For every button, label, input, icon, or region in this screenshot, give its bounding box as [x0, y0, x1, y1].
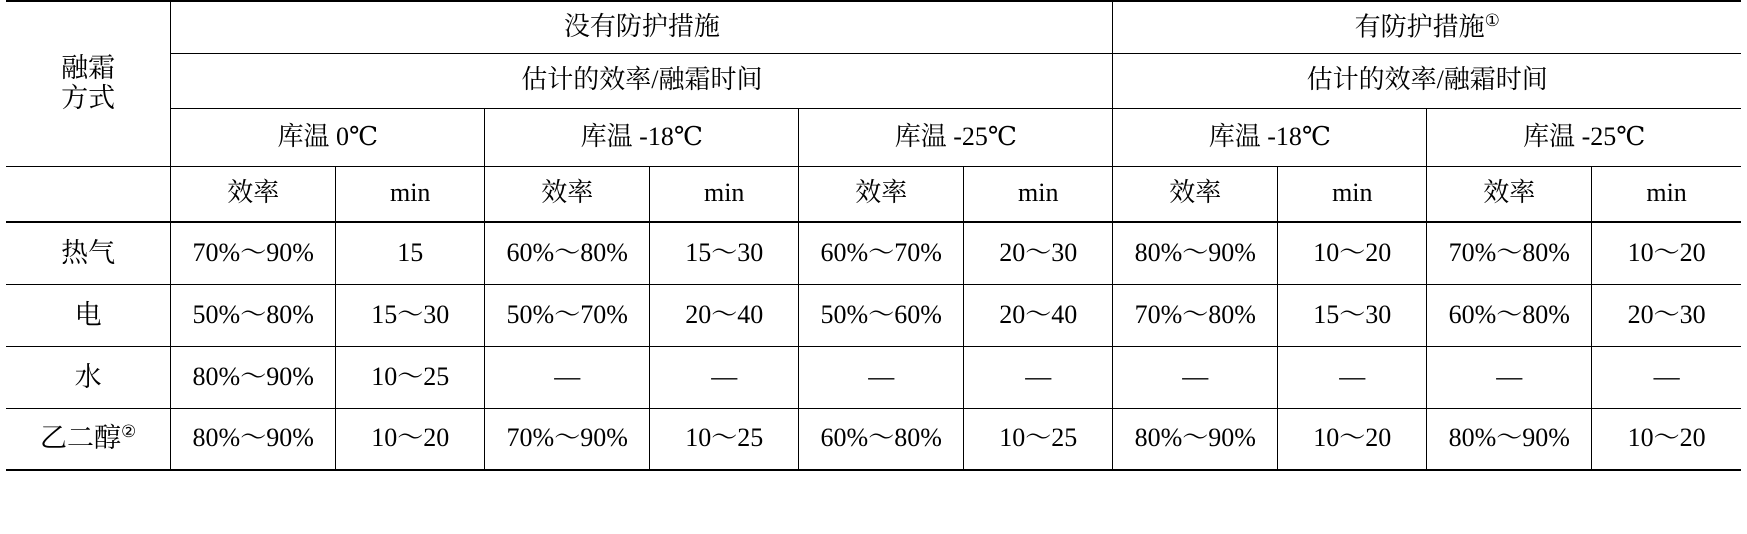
temp-header-1: 库温 -18℃ — [485, 108, 799, 166]
cell-1-0: 50%～80% — [171, 284, 336, 346]
row-label-1-text: 电 — [74, 299, 102, 330]
cell-3-4: 60%～80% — [799, 408, 964, 470]
row-header-method-line-2: 方式 — [61, 82, 116, 113]
group-header-protected-label: 有防护措施 — [1354, 12, 1485, 42]
cell-0-1: 15 — [336, 222, 485, 284]
row-label-2-text: 水 — [74, 361, 102, 392]
metric-header-3: min — [650, 166, 799, 222]
header-row-metrics — [6, 166, 1741, 222]
metric-header-1: min — [336, 166, 485, 222]
cell-3-9: 10～20 — [1592, 408, 1741, 470]
temp-header-0: 库温 0℃ — [171, 108, 485, 166]
cell-3-7: 10～20 — [1278, 408, 1427, 470]
cell-3-5: 10～25 — [964, 408, 1113, 470]
row-label-0 — [6, 222, 171, 284]
row-label-2 — [6, 346, 171, 408]
group-header-unprotected — [171, 1, 1113, 53]
metric-header-0: 效率 — [171, 166, 336, 222]
cell-2-5: — — [964, 346, 1113, 408]
metric-header-5: min — [964, 166, 1113, 222]
row-label-3-text: 乙二醇 — [40, 423, 122, 454]
cell-2-2: — — [485, 346, 650, 408]
group-header-unprotected-label: 没有防护措施 — [563, 11, 720, 41]
cell-0-6: 80%～90% — [1113, 222, 1278, 284]
table-row — [6, 408, 1741, 470]
cell-1-4: 50%～60% — [799, 284, 964, 346]
cell-1-3: 20～40 — [650, 284, 799, 346]
metric-header-corner — [6, 166, 171, 222]
group-header-protected — [1113, 1, 1741, 53]
cell-3-6: 80%～90% — [1113, 408, 1278, 470]
cell-1-8: 60%～80% — [1427, 284, 1592, 346]
cell-0-2: 60%～80% — [485, 222, 650, 284]
row-header-method-line-1: 融霜 — [61, 53, 116, 84]
cell-1-9: 20～30 — [1592, 284, 1741, 346]
header-row-temperatures — [6, 108, 1741, 166]
subheader-unprotected: 估计的效率/融霜时间 — [171, 53, 1113, 108]
group-header-protected-note: ① — [1484, 11, 1500, 31]
cell-2-0: 80%～90% — [171, 346, 336, 408]
cell-0-5: 20～30 — [964, 222, 1113, 284]
temp-header-3: 库温 -18℃ — [1113, 108, 1427, 166]
cell-2-9: — — [1592, 346, 1741, 408]
table-row — [6, 346, 1741, 408]
cell-3-3: 10～25 — [650, 408, 799, 470]
subheader-protected: 估计的效率/融霜时间 — [1113, 53, 1741, 108]
cell-2-7: — — [1278, 346, 1427, 408]
cell-2-4: — — [799, 346, 964, 408]
metric-header-2: 效率 — [485, 166, 650, 222]
cell-2-8: — — [1427, 346, 1592, 408]
cell-2-6: — — [1113, 346, 1278, 408]
temp-header-4: 库温 -25℃ — [1427, 108, 1741, 166]
cell-3-1: 10～20 — [336, 408, 485, 470]
metric-header-8: 效率 — [1427, 166, 1592, 222]
row-label-3 — [6, 408, 171, 470]
cell-3-8: 80%～90% — [1427, 408, 1592, 470]
cell-0-8: 70%～80% — [1427, 222, 1592, 284]
metric-header-4: 效率 — [799, 166, 964, 222]
cell-2-3: — — [650, 346, 799, 408]
row-label-1 — [6, 284, 171, 346]
cell-1-5: 20～40 — [964, 284, 1113, 346]
temp-header-2: 库温 -25℃ — [799, 108, 1113, 166]
cell-0-7: 10～20 — [1278, 222, 1427, 284]
header-row-groups — [6, 1, 1741, 53]
header-row-subheader — [6, 53, 1741, 108]
cell-0-9: 10～20 — [1592, 222, 1741, 284]
cell-0-3: 15～30 — [650, 222, 799, 284]
cell-1-2: 50%～70% — [485, 284, 650, 346]
cell-3-0: 80%～90% — [171, 408, 336, 470]
metric-header-6: 效率 — [1113, 166, 1278, 222]
cell-2-1: 10～25 — [336, 346, 485, 408]
table-row — [6, 222, 1741, 284]
row-header-method — [6, 1, 171, 166]
row-label-0-text: 热气 — [61, 237, 116, 268]
defrost-comparison-table — [6, 0, 1741, 471]
metric-header-7: min — [1278, 166, 1427, 222]
cell-1-7: 15～30 — [1278, 284, 1427, 346]
cell-0-0: 70%～90% — [171, 222, 336, 284]
row-label-3-note: ② — [121, 422, 137, 442]
table-row — [6, 284, 1741, 346]
cell-1-1: 15～30 — [336, 284, 485, 346]
cell-1-6: 70%～80% — [1113, 284, 1278, 346]
cell-3-2: 70%～90% — [485, 408, 650, 470]
cell-0-4: 60%～70% — [799, 222, 964, 284]
metric-header-9: min — [1592, 166, 1741, 222]
